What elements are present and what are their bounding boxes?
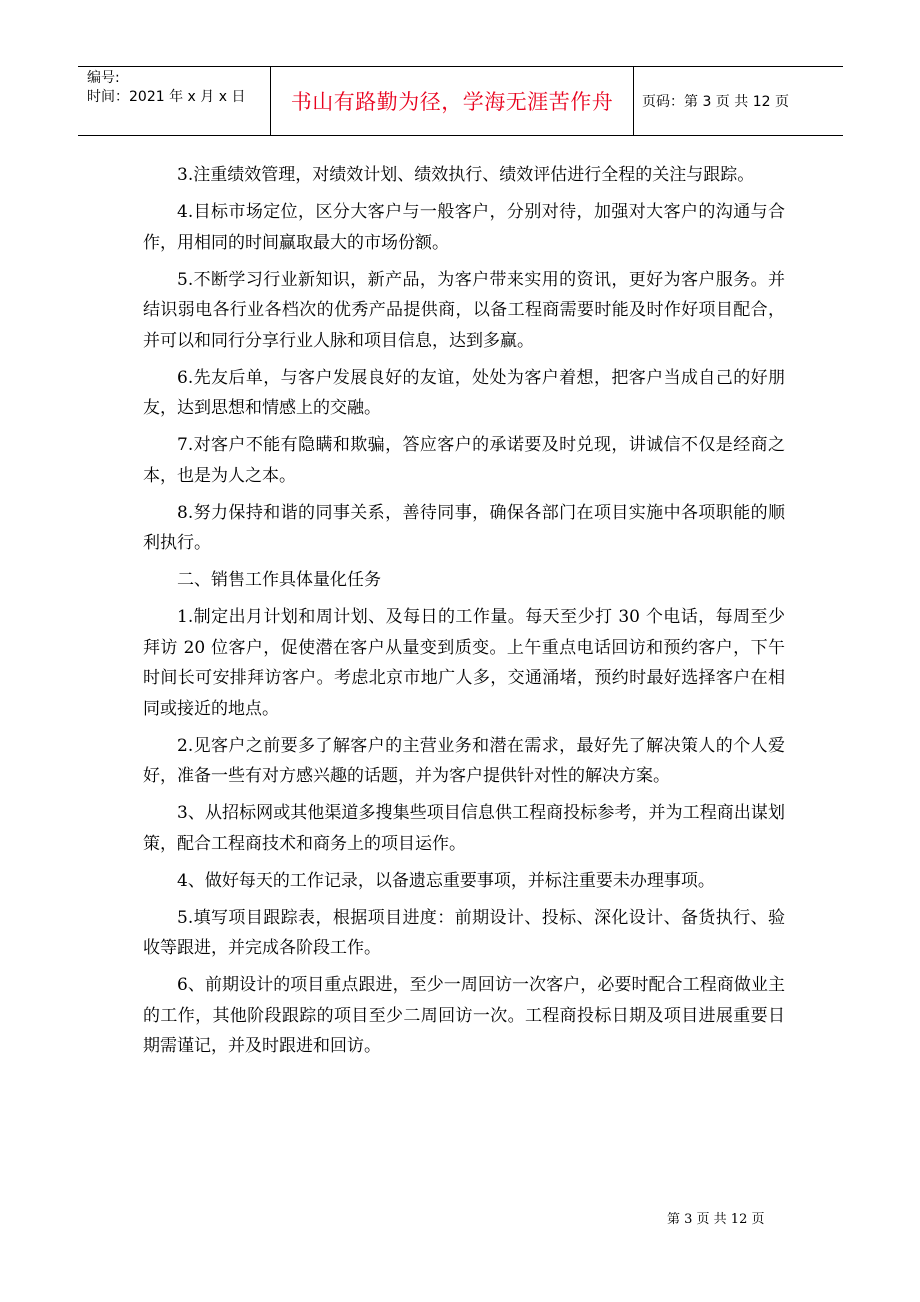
paragraph: 7.对客户不能有隐瞒和欺骗，答应客户的承诺要及时兑现，讲诚信不仅是经商之本，也是为人之本。 — [143, 435, 785, 486]
paragraph: 3.注重绩效管理，对绩效计划、绩效执行、绩效评估进行全程的关注与跟踪。 — [177, 165, 755, 185]
document-body — [143, 160, 785, 1068]
paragraph: 4、做好每天的工作记录，以备遗忘重要事项，并标注重要未办理事项。 — [177, 870, 715, 891]
paragraph: 6.先友后单，与客户发展良好的友谊，处处为客户着想，把客户当成自己的好朋友，达到思想和情感上的交融。 — [143, 367, 785, 418]
section-heading: 二、销售工作具体量化任务 — [177, 570, 381, 590]
paragraph: 5.不断学习行业新知识，新产品，为客户带来实用的资讯，更好为客户服务。并结识弱电各行业各档次的优秀产品提供商，以备工程商需要时能及时作好项目配合，并可以和同行分享行业人脉和项目信息，达到多赢。 — [143, 269, 785, 351]
paragraph: 1.制定出月计划和周计划、及每日的工作量。每天至少打 30 个电话，每周至少拜访 20 位客户，促使潜在客户从量变到质变。上午重点电话回访和预约客户，下午时间长可安排拜访客户。考虑北京市地广人多，交通涌堵，预约时最好选择客户在相同或接近的地点。 — [143, 607, 785, 719]
paragraph: 2.见客户之前要多了解客户的主营业务和潜在需求，最好先了解决策人的个人爱好，准备一些有对方感兴趣的话题，并为客户提供针对性的解决方案。 — [143, 735, 785, 786]
page-code: 页码：第 3 页 共 12 页 — [642, 94, 789, 110]
header-left-cell — [78, 67, 271, 135]
page-footer: 第 3 页 共 12 页 — [667, 1212, 765, 1227]
paragraph: 6、前期设计的项目重点跟进，至少一周回访一次客户，必要时配合工程商做业主的工作，其他阶段跟踪的项目至少二周回访一次。工程商投标日期及项目进展重要日期需谨记，并及时跟进和回访。 — [143, 975, 785, 1056]
time-label: 时间：2021 年 x 月 x 日 — [87, 89, 246, 105]
header-motto-cell — [271, 67, 634, 135]
paragraph: 3、从招标网或其他渠道多搜集些项目信息供工程商投标参考，并为工程商出谋划策，配合工程商技术和商务上的项目运作。 — [143, 803, 785, 854]
paragraph: 4.目标市场定位，区分大客户与一般客户，分别对待，加强对大客户的沟通与合作，用相同的时间赢取最大的市场份额。 — [143, 202, 785, 253]
number-label: 编号: — [87, 70, 120, 86]
header-page-cell — [634, 67, 843, 135]
paragraph: 5.填写项目跟踪表，根据项目进度：前期设计、投标、深化设计、备货执行、验收等跟进，并完成各阶段工作。 — [143, 907, 785, 958]
paragraph: 8.努力保持和谐的同事关系，善待同事，确保各部门在项目实施中各项职能的顺利执行。 — [143, 502, 785, 553]
page-header — [78, 66, 843, 136]
motto-text: 书山有路勤为径，学海无涯苦作舟 — [290, 90, 614, 114]
